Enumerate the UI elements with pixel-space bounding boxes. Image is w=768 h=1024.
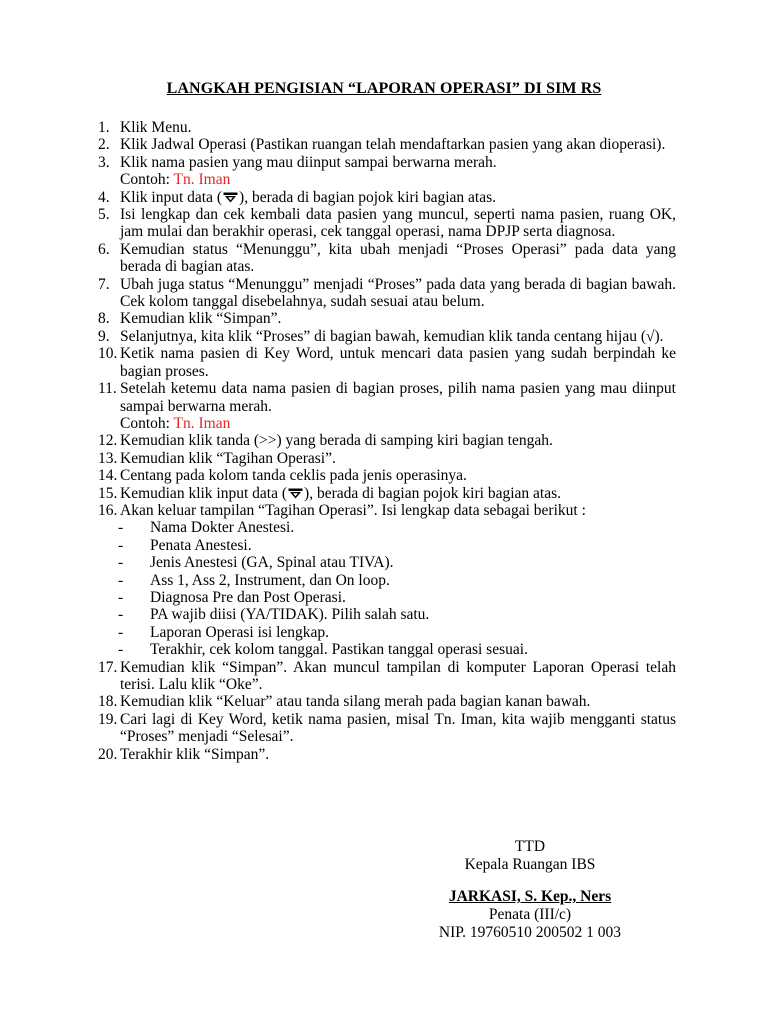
step-text-before-icon: Kemudian klik input data ( [120,484,288,502]
step-number: 13. [98,449,118,467]
step-text: Isi lengkap dan cek kembali data pasien yang muncul, seperti nama pasien, ruang OK, jam mulai dan berakhir operasi, cek tanggal operasi, nama DPJP serta diagnosa. [120,206,676,241]
step-number: 3. [98,153,110,171]
step-12 [98,432,676,449]
step-number: 17. [98,658,118,676]
step-number: 18. [98,693,118,711]
step-17 [98,659,676,694]
sub-item-text: PA wajib diisi (YA/TIDAK). Pilih salah satu. [150,606,430,624]
step-number: 14. [98,467,118,485]
step-text: Klik Menu. [120,119,192,136]
step-text: Kemudian klik tanda (>>) yang berada di samping kiri bagian tengah. [120,432,553,450]
step-number: 19. [98,710,118,728]
sub-item: - Penata Anestesi. [118,536,252,554]
example-label: Contoh: [120,171,174,189]
sub-item-text: Jenis Anestesi (GA, Spinal atau TIVA). [150,554,394,572]
step-7 [98,276,676,311]
document-title: LANGKAH PENGISIAN “LAPORAN OPERASI” DI SIM RS [166,80,602,97]
step-3 [98,154,676,189]
step-number: 4. [98,188,110,206]
step-number: 5. [98,206,110,224]
example-value: Tn. Iman [173,414,231,432]
step-2 [98,136,676,153]
step-18 [98,693,676,710]
step-16 [98,502,676,519]
input-data-icon [288,488,303,499]
step-1 [98,119,676,136]
sub-item-text: Nama Dokter Anestesi. [150,519,295,537]
signature-name: JARKASI, S. Kep., Ners [448,888,612,905]
sub-item-text: Diagnosa Pre dan Post Operasi. [150,588,346,606]
sub-item-text: Ass 1, Ass 2, Instrument, dan On loop. [150,571,390,589]
step-number: 9. [98,327,110,345]
step-14 [98,467,676,484]
signature-position: Kepala Ruangan IBS [464,856,596,873]
step-number: 6. [98,240,110,258]
step-9 [98,328,676,345]
step-number: 8. [98,310,110,328]
sub-item: - Diagnosa Pre dan Post Operasi. [118,588,346,606]
signature-ttd: TTD [514,838,546,855]
step-number: 10. [98,345,118,363]
sub-item-text: Laporan Operasi isi lengkap. [150,623,330,641]
steps-list [98,119,676,763]
step-11 [98,380,676,432]
step-text: Klik Jadwal Operasi (Pastikan ruangan telah mendaftarkan pasien yang akan dioperasi). [120,136,666,154]
sub-item-text: Penata Anestesi. [150,536,252,554]
step-number: 12. [98,432,118,450]
step-number: 11. [98,380,117,398]
step-text: Klik nama pasien yang mau diinput sampai berwarna merah. [120,153,497,171]
step-13 [98,450,676,467]
step-number: 1. [98,119,110,136]
sub-item: - Ass 1, Ass 2, Instrument, dan On loop. [118,571,390,589]
sub-item: - Terakhir, cek kolom tanggal. Pastikan tanggal operasi sesuai. [118,641,528,659]
step-text: Cari lagi di Key Word, ketik nama pasien, misal Tn. Iman, kita wajib mengganti status “Proses” menjadi “Selesai”. [120,710,676,746]
step-19 [98,711,676,746]
step-text: Kemudian klik “Tagihan Operasi”. [120,449,336,467]
signature-nip: NIP. 19760510 200502 1 003 [438,924,622,941]
step-text: Setelah ketemu data nama pasien di bagian proses, pilih nama pasien yang mau diinput sampai berwarna merah. [120,380,676,415]
step-text: Terakhir klik “Simpan”. [120,745,270,763]
sub-item: - PA wajib diisi (YA/TIDAK). Pilih salah satu. [118,606,430,624]
input-data-icon [223,192,238,203]
step-4 [98,189,676,206]
signature-rank: Penata (III/c) [488,906,572,923]
step-5 [98,206,676,241]
step-number: 7. [98,275,110,293]
step-number: 16. [98,501,118,519]
step-10 [98,345,676,380]
step-text: Kemudian klik “Simpan”. Akan muncul tampilan di komputer Laporan Operasi telah terisi. Lalu klik “Oke”. [120,658,676,693]
example-label: Contoh: [120,414,174,432]
sub-item: - Nama Dokter Anestesi. [118,519,295,537]
sub-item: - Jenis Anestesi (GA, Spinal atau TIVA). [118,554,394,572]
step-8 [98,310,676,327]
step-text: Akan keluar tampilan “Tagihan Operasi”. Isi lengkap data sebagai berikut : [120,501,586,519]
step-text-after-icon: ), berada di bagian pojok kiri bagian atas. [304,484,561,502]
step-number: 15. [98,484,118,502]
step-text: Kemudian klik “Simpan”. [120,310,282,328]
example-value: Tn. Iman [173,171,231,189]
step-number: 20. [98,745,118,763]
step-text-before-icon: Klik input data ( [120,188,223,206]
sub-item: - Laporan Operasi isi lengkap. [118,623,330,641]
step-15 [98,485,676,502]
step-text: Kemudian status “Menunggu”, kita ubah menjadi “Proses Operasi” pada data yang berada di bagian atas. [120,240,676,276]
sub-item-text: Terakhir, cek kolom tanggal. Pastikan tanggal operasi sesuai. [150,641,528,659]
step-6 [98,241,676,276]
step-text: Selanjutnya, kita klik “Proses” di bagian bawah, kemudian klik tanda centang hijau (√). [120,327,664,345]
step-text: Centang pada kolom tanda ceklis pada jenis operasinya. [120,467,467,485]
step-text-after-icon: ), berada di bagian pojok kiri bagian atas. [239,188,496,206]
step-number: 2. [98,136,110,154]
step-text: Ketik nama pasien di Key Word, untuk mencari data pasien yang sudah berpindah ke bagian proses. [120,345,676,380]
step-text: Ubah juga status “Menunggu” menjadi “Proses” pada data yang berada di bagian bawah. Cek kolom tanggal disebelahnya, sudah sesuai atau belum. [120,275,676,311]
step-20 [98,746,676,763]
step-text: Kemudian klik “Keluar” atau tanda silang merah pada bagian kanan bawah. [120,693,591,711]
